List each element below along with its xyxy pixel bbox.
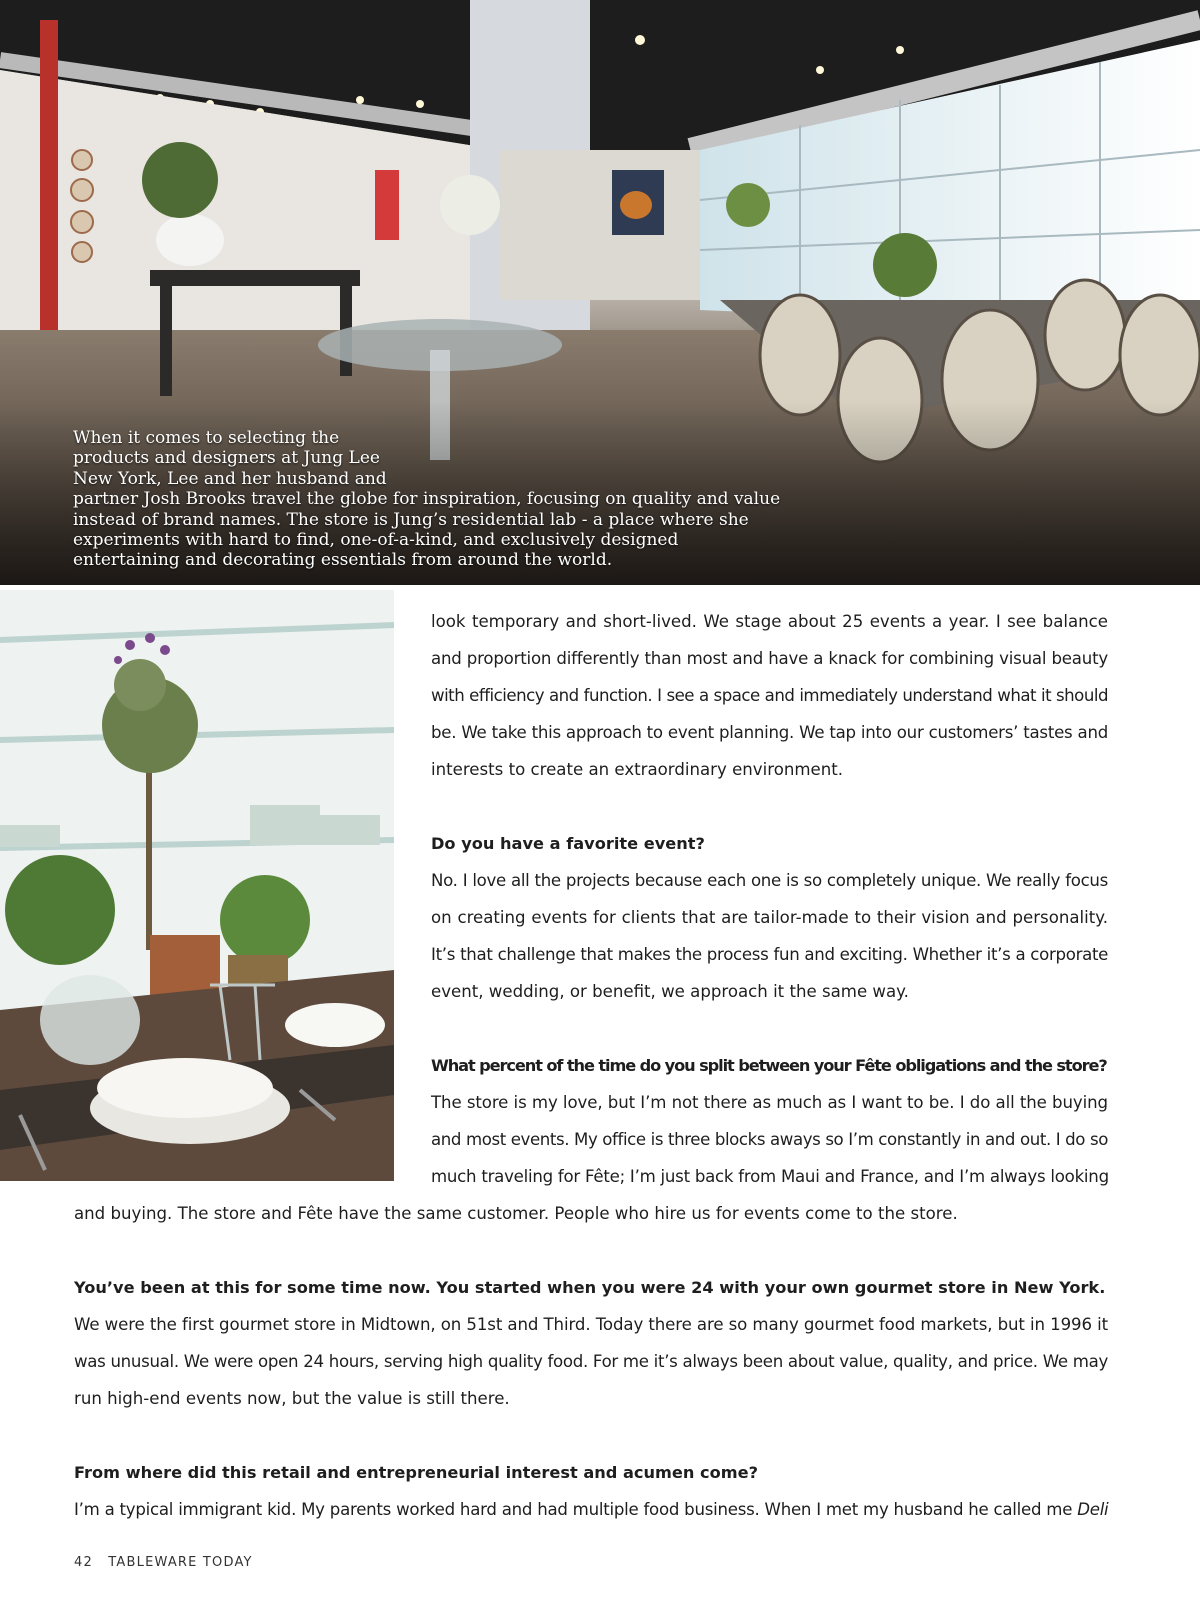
photo-table-setting <box>0 590 394 1181</box>
article-line: No. I love all the projects because each one is so completely unique. We really focus <box>431 871 1108 890</box>
interview-question: Do you have a favorite event? <box>431 834 705 853</box>
article-line: and proportion differently than most and have a knack for combining visual beauty <box>431 649 1108 668</box>
article-line-italic: Deli <box>1077 1500 1109 1519</box>
hero-caption-line: partner Josh Brooks travel the globe for inspiration, focusing on quality and value <box>73 489 781 510</box>
article-line: was unusual. We were open 24 hours, serving high quality food. For me it’s always been about value, quality, and price. We may <box>74 1352 1108 1371</box>
article-line: much traveling for Fête; I’m just back from Maui and France, and I’m always looking <box>431 1167 1109 1186</box>
article-line: look temporary and short-lived. We stage about 25 events a year. I see balance <box>431 612 1108 631</box>
article-line-text: I’m a typical immigrant kid. My parents worked hard and had multiple food business. When I met my husband he called me <box>74 1500 1073 1519</box>
hero-caption-line: New York, Lee and her husband and <box>73 468 387 489</box>
article-line: interests to create an extraordinary environment. <box>431 760 844 779</box>
article-line: We were the first gourmet store in Midtown, on 51st and Third. Today there are so many gourmet food markets, but in 1996 it <box>74 1315 1109 1334</box>
interview-question: What percent of the time do you split between your Fête obligations and the store? <box>431 1056 1107 1075</box>
table-setting-illustration <box>0 590 394 1181</box>
publication-name: TABLEWARE TODAY <box>108 1555 253 1570</box>
page-footer <box>74 1555 253 1570</box>
page-number: 42 <box>74 1555 93 1570</box>
hero-caption-line: instead of brand names. The store is Jung’s residential lab - a place where she <box>73 509 749 530</box>
article-line: It’s that challenge that makes the process fun and exciting. Whether it’s a corporate <box>431 945 1109 964</box>
hero-caption-line: experiments with hard to find, one-of-a-kind, and exclusively designed <box>73 530 679 551</box>
article-line: event, wedding, or benefit, we approach it the same way. <box>431 982 909 1001</box>
article-line: with efficiency and function. I see a space and immediately understand what it should <box>431 686 1108 705</box>
article-line: on creating events for clients that are tailor-made to their vision and personality. <box>431 908 1108 927</box>
hero-caption-line: When it comes to selecting the <box>73 428 340 448</box>
article-line: and most events. My office is three blocks aways so I’m constantly in and out. I do so <box>431 1130 1108 1149</box>
hero-photo-store-interior <box>0 0 1200 585</box>
article-line: be. We take this approach to event planning. We tap into our customers’ tastes and <box>431 723 1108 742</box>
hero-caption-line: entertaining and decorating essentials from around the world. <box>73 550 613 571</box>
article-line: The store is my love, but I’m not there as much as I want to be. I do all the buying <box>431 1093 1108 1112</box>
interview-question: You’ve been at this for some time now. You started when you were 24 with your own gourmet store in New York. <box>74 1278 1106 1297</box>
hero-caption-line: products and designers at Jung Lee <box>73 448 380 469</box>
article-line <box>74 1500 1108 1520</box>
article-line: and buying. The store and Fête have the same customer. People who hire us for events come to the store. <box>74 1204 958 1223</box>
interview-question: From where did this retail and entrepreneurial interest and acumen come? <box>74 1463 759 1482</box>
article-line: run high-end events now, but the value is still there. <box>74 1389 510 1408</box>
hero-caption <box>73 428 781 571</box>
